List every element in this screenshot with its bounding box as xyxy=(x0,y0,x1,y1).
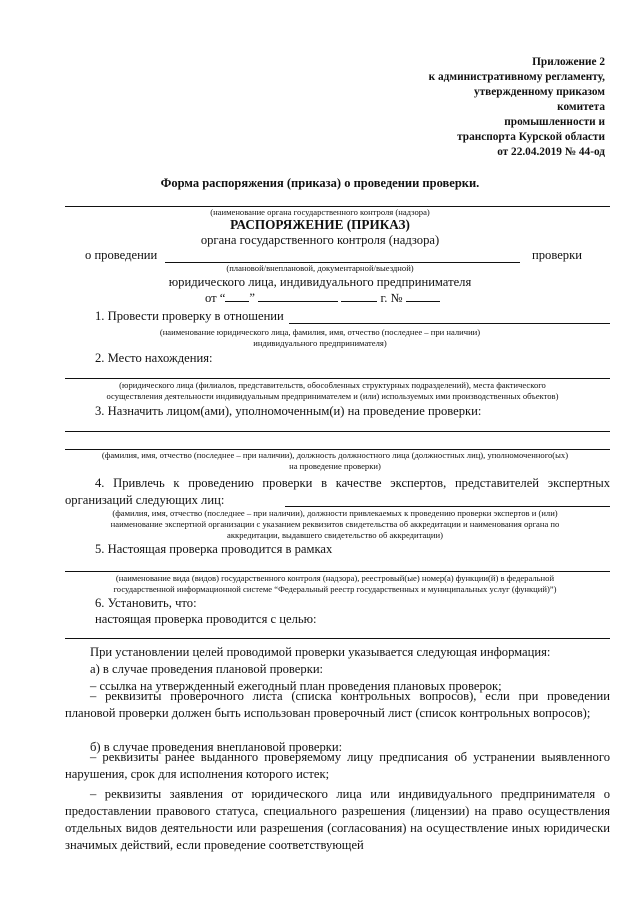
s1-line xyxy=(289,323,610,324)
body-paragraph: При установлении целей проводимой проверки указывается следующая информация: xyxy=(90,645,551,659)
body-paragraph: б) в случае проведения внеплановой проверки: xyxy=(90,740,343,754)
s5-caption: (наименование вида (видов) государственного контроля (надзора), реестровый(ые) номер(а) функции(й) в федеральной xyxy=(115,573,555,583)
check-label: проверки xyxy=(532,248,582,262)
appendix-line: утвержденному приказом xyxy=(473,86,605,98)
entity-line: юридического лица, индивидуального предпринимателя xyxy=(168,275,472,289)
s3-line xyxy=(65,431,610,432)
body-paragraph: – ссылка на утвержденный ежегодный план проведения плановых проверок; xyxy=(90,679,502,693)
s1-caption: индивидуального предпринимателя) xyxy=(253,338,387,348)
date-quote-open: “ xyxy=(219,291,226,305)
number-blank xyxy=(406,291,440,302)
s4-line xyxy=(285,506,610,507)
appendix-line: к административному регламенту, xyxy=(428,71,605,83)
s5-line xyxy=(65,571,610,572)
s2-label: 2. Место нахождения: xyxy=(95,351,213,365)
appendix-line: промышленности и xyxy=(504,116,605,128)
s1-caption: (наименование юридического лица, фамилия, имя, отчество (последнее – при наличии) xyxy=(159,327,481,337)
month-blank xyxy=(258,291,338,302)
conducting-label: о проведении xyxy=(85,248,158,262)
body-paragraph: – реквизиты ранее выданного проверяемому лицу предписания об устранении выявленного нарушения, срок для исполнения которого истек; xyxy=(65,750,610,781)
s2-caption: (юридического лица (филиалов, представительств, обособленных структурных подразделений), места фактического xyxy=(119,380,546,390)
s3-label: 3. Назначить лицом(ами), уполномоченным(и) на проведение проверки: xyxy=(95,404,482,418)
s4-caption: аккредитации, выдавшего свидетельство об аккредитации) xyxy=(227,530,443,540)
appendix-line: Приложение 2 xyxy=(532,56,605,68)
form-title: Форма распоряжения (приказа) о проведении проверки. xyxy=(160,176,480,190)
appendix-line: от 22.04.2019 № 44-од xyxy=(497,146,605,158)
org-caption: (наименование органа государственного контроля (надзора) xyxy=(210,207,430,217)
s2-line xyxy=(65,378,610,379)
s4-caption: (фамилия, имя, отчество (последнее – при наличии), должности привлекаемых к проведению проверки экспертов и (или) xyxy=(112,508,558,518)
s5-caption: государственной информационной системе “Федеральный реестр государственных и муниципальных услуг (функций)”) xyxy=(113,584,557,594)
s3-caption: на проведение проверки) xyxy=(289,461,381,471)
s3-caption: (фамилия, имя, отчество (последнее – при наличии), должность должностного лица (должностных лиц), уполномоченного(ых) xyxy=(101,450,569,460)
s5-label: 5. Настоящая проверка проводится в рамках xyxy=(95,542,333,556)
s1-label: 1. Провести проверку в отношении xyxy=(95,309,284,323)
date-line xyxy=(205,291,440,306)
check-type-caption: (плановой/внеплановой, документарной/выездной) xyxy=(226,263,414,273)
s4-text: 4. Привлечь к проведению проверки в качестве экспертов, представителей экспертных организаций следующих лиц: xyxy=(65,476,610,507)
body-paragraph: – реквизиты проверочного листа (списка контрольных вопросов), если при проведении плановой проверки должен быть использован проверочный лист (список контрольных вопросов); xyxy=(65,689,610,720)
appendix-line: транспорта Курской области xyxy=(457,131,605,143)
date-from: от xyxy=(205,291,217,305)
s6-label: 6. Установить, что: xyxy=(95,596,197,610)
s4-caption: наименование экспертной организации с указанием реквизитов свидетельства об аккредитации и наименования органа по xyxy=(110,519,560,529)
s2-caption: осуществления деятельности индивидуальным предпринимателем и (или) используемых ими производственных объектов) xyxy=(106,391,559,401)
order-subtitle: органа государственного контроля (надзора) xyxy=(200,233,440,247)
s6-line xyxy=(65,638,610,639)
day-blank xyxy=(225,291,249,302)
order-title: РАСПОРЯЖЕНИЕ (ПРИКАЗ) xyxy=(230,217,410,232)
date-quote-close: ” xyxy=(249,291,255,305)
body-paragraph: а) в случае проведения плановой проверки: xyxy=(90,662,324,676)
body-paragraph: – реквизиты заявления от юридического лица или индивидуального предпринимателя о предоставлении правового статуса, специального разрешения (лицензии) на право осуществления отдельных видов деятельности или разрешения (согласования) на осуществление иных юридически значимых действий, если проведение соответствующей xyxy=(65,787,610,852)
year-blank xyxy=(341,291,377,302)
appendix-block xyxy=(429,55,605,160)
s6-purpose: настоящая проверка проводится с целью: xyxy=(95,612,317,626)
year-number-label: г. № xyxy=(380,291,403,305)
appendix-line: комитета xyxy=(557,101,605,113)
